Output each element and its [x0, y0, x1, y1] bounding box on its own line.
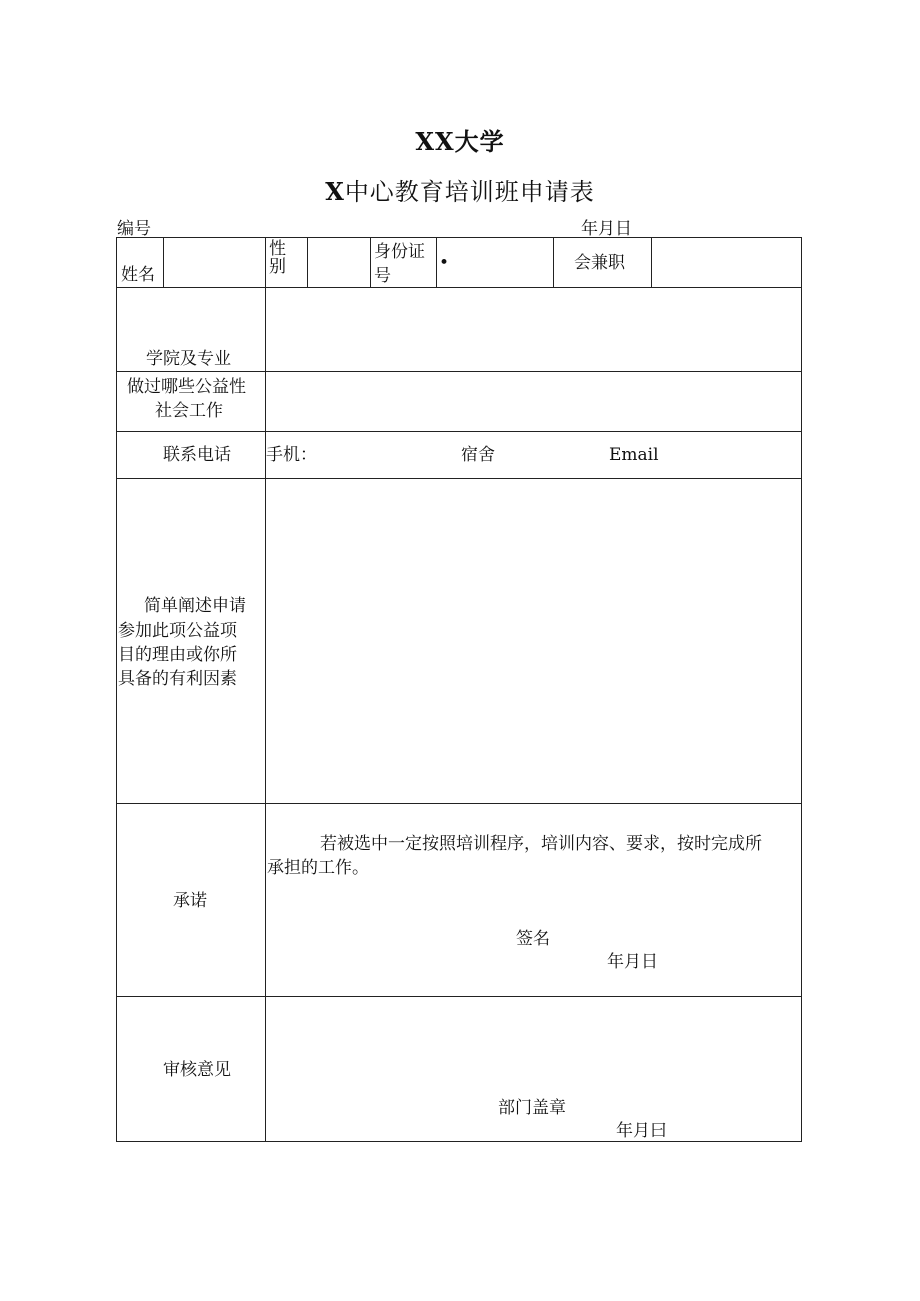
- reason-label-line4: 具备的有利因素: [118, 669, 237, 689]
- reason-label-line2: 参加此项公益项: [118, 621, 237, 641]
- name-label: 姓名: [121, 265, 155, 285]
- id-bullet: •: [439, 253, 450, 273]
- id-label-line2: 号: [374, 266, 391, 286]
- id-input-cell[interactable]: [437, 238, 554, 288]
- reason-label-line3: 目的理由或你所: [118, 645, 237, 665]
- promise-content-cell: [266, 804, 801, 997]
- position-label-cell: [554, 238, 652, 288]
- dorm-label: 宿舍: [461, 445, 495, 465]
- reason-label-cell: [117, 479, 266, 804]
- name-input-cell[interactable]: [164, 238, 266, 288]
- gender-label-line1: 性: [269, 239, 286, 259]
- application-form-table: [116, 237, 802, 1142]
- application-date-label: 年月日: [581, 219, 632, 239]
- review-label: 审核意见: [163, 1060, 231, 1080]
- contact-input-cell[interactable]: [266, 432, 801, 479]
- email-label: Email: [609, 445, 659, 465]
- gender-label-cell: [266, 238, 308, 288]
- position-input-cell[interactable]: [652, 238, 801, 288]
- public-work-label-cell: [117, 372, 266, 432]
- contact-label-cell: [117, 432, 266, 479]
- gender-input-cell[interactable]: [308, 238, 371, 288]
- name-label-cell: [117, 238, 164, 288]
- review-date-label: 年月曰: [616, 1121, 667, 1141]
- promise-label: 承诺: [173, 891, 207, 911]
- serial-number-label: 编号: [117, 219, 151, 239]
- form-title: [0, 172, 920, 207]
- reason-input-cell[interactable]: [266, 479, 801, 804]
- document-title: XX大学: [415, 127, 505, 156]
- contact-label: 联系电话: [163, 445, 231, 465]
- public-work-label-line2: 社会工作: [155, 401, 223, 421]
- promise-text-line2: 承担的工作。: [267, 858, 369, 878]
- review-content-cell: [266, 997, 801, 1141]
- signature-label: 签名: [516, 929, 550, 949]
- mobile-label: 手机：: [266, 445, 317, 465]
- review-label-cell: [117, 997, 266, 1141]
- form-title-prefix: X: [325, 177, 345, 206]
- promise-label-cell: [117, 804, 266, 997]
- promise-text-line1: 若被选中一定按照培训程序，培训内容、要求，按时完成所: [320, 834, 762, 854]
- form-title-text: 中心教育培训班申请表: [344, 178, 595, 206]
- college-input-cell[interactable]: [266, 288, 801, 372]
- college-label-cell: [117, 288, 266, 372]
- college-label: 学院及专业: [146, 349, 231, 369]
- position-label: 会兼职: [574, 253, 625, 273]
- gender-label-line2: 别: [269, 257, 286, 277]
- id-label-line1: 身份证: [374, 242, 425, 262]
- promise-date-label: 年月日: [607, 952, 658, 972]
- public-work-label-line1: 做过哪些公益性: [127, 377, 246, 397]
- id-label-cell: [371, 238, 437, 288]
- department-stamp-label: 部门盖章: [498, 1098, 566, 1118]
- reason-label-line1: 简单阐述申请: [144, 596, 246, 616]
- public-work-input-cell[interactable]: [266, 372, 801, 432]
